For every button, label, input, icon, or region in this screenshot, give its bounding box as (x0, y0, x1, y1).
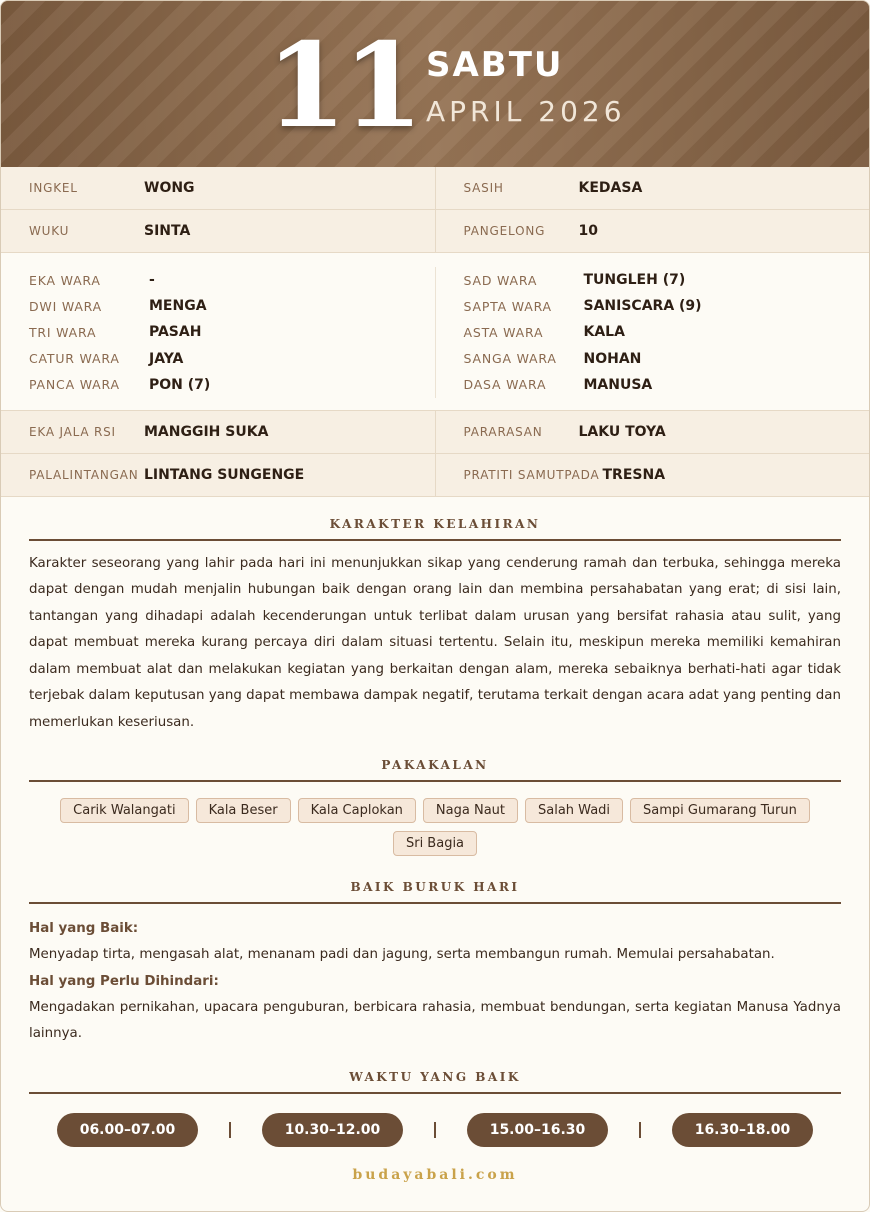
wara-label: SAPTA WARA (463, 298, 552, 314)
time-slot: 16.30–18.00 (672, 1113, 813, 1147)
pratiti-label: PRATITI SAMUTPADA (463, 467, 600, 482)
pakakalan-chip: Kala Beser (196, 798, 291, 823)
wara-row (29, 293, 435, 319)
wara-label: ASTA WARA (463, 324, 544, 340)
wara-row (464, 346, 870, 372)
palalintangan-value: LINTANG SUNGENGE (144, 466, 305, 483)
wara-label: SANGA WARA (463, 351, 557, 367)
good-text: Menyadap tirta, mengasah alat, menanam padi dan jagung, serta membangun rumah. Memulai persahabatan. (29, 947, 775, 963)
wara-value: MENGA (149, 298, 207, 315)
waktu-title: WAKTU YANG BAIK (29, 1070, 841, 1094)
eka-jala-rsi-cell (1, 411, 435, 453)
pakakalan-chip: Carik Walangati (60, 798, 188, 823)
wara-row (29, 319, 435, 345)
wara-value: PASAH (149, 324, 202, 341)
wara-row (29, 372, 435, 398)
wara-label: DASA WARA (463, 377, 547, 393)
wuku-value: SINTA (144, 223, 191, 239)
palalintangan-label: PALALINTANGAN (29, 467, 139, 482)
wara-row (464, 267, 870, 293)
ingkel-value: WONG (144, 180, 195, 196)
wara-label: PANCA WARA (29, 377, 120, 393)
wara-label: SAD WARA (463, 272, 538, 288)
eka-jala-rsi-label: EKA JALA RSI (29, 424, 116, 439)
pangelong-cell (435, 210, 870, 252)
pangelong-label: PANGELONG (463, 224, 546, 238)
pakakalan-chip: Sri Bagia (393, 831, 477, 856)
info-row-palalintangan-pratiti (1, 454, 869, 497)
pararasan-label: PARARASAN (463, 424, 543, 439)
time-slots (57, 1113, 813, 1147)
sasih-label: SASIH (463, 181, 504, 195)
wara-row (29, 346, 435, 372)
wara-row (464, 319, 870, 345)
wara-row (464, 293, 870, 319)
pangelong-value: 10 (578, 223, 598, 239)
wara-row (29, 267, 435, 293)
time-slot: 15.00–16.30 (467, 1113, 608, 1147)
wara-value: - (149, 272, 155, 289)
wara-label: EKA WARA (29, 272, 101, 288)
wara-value: MANUSA (583, 376, 653, 393)
bad-label: Hal yang Perlu Dihindari: (29, 973, 219, 989)
pakakalan-chip: Naga Naut (423, 798, 518, 823)
time-slot: 10.30–12.00 (262, 1113, 403, 1147)
pratiti-cell (435, 454, 870, 496)
separator (229, 1122, 231, 1138)
pararasan-cell (435, 411, 870, 453)
wuku-cell (1, 210, 435, 252)
sasih-value: KEDASA (578, 180, 643, 196)
wara-value: PON (7) (149, 376, 211, 393)
ingkel-label: INGKEL (29, 181, 78, 195)
wara-label: TRI WARA (29, 324, 97, 340)
wara-value: TUNGLEH (7) (583, 272, 686, 289)
pakakalan-chip: Sampi Gumarang Turun (630, 798, 810, 823)
bad-text: Mengadakan pernikahan, upacara penguburan, berbicara rahasia, membuat bendungan, serta kegiatan Manusa Yadnya lainnya. (29, 999, 841, 1042)
karakter-title: KARAKTER KELAHIRAN (29, 517, 841, 541)
wara-right-column (435, 267, 870, 398)
separator (434, 1122, 436, 1138)
wara-value: SANISCARA (9) (583, 298, 702, 315)
footer-site: budayabali.com (352, 1166, 518, 1183)
wuku-label: WUKU (29, 224, 70, 238)
wara-left-column (1, 267, 435, 398)
karakter-text: Karakter seseorang yang lahir pada hari ini menunjukkan sikap yang cenderung ramah dan terbuka, sehingga mereka dapat dengan mudah menjalin hubungan baik dengan orang lain dan membina persahabatan yang erat; di sisi lain, tantangan yang dihadapi adalah kecenderungan untuk terlibat dalam urusan yang bersifat rahasia atau sulit, yang dapat membuat mereka kurang percaya diri dalam situasi tertentu. Selain itu, meskipun mereka memiliki kemahiran dalam membuat alat dan melakukan kegiatan yang berkaitan dengan alam, mereka sebaiknya berhati-hati agar tidak terjebak dalam keputusan yang dapat membawa dampak negatif, terutama terkait dengan acara adat yang penting dan memerlukan keseriusan. (29, 555, 841, 730)
wara-value: NOHAN (583, 350, 642, 367)
wara-value: KALA (583, 324, 625, 341)
baik-buruk-title: BAIK BURUK HARI (29, 880, 841, 904)
date-header (1, 1, 869, 167)
pakakalan-chip: Kala Caplokan (298, 798, 416, 823)
info-row-ingkel-sasih (1, 167, 869, 210)
good-label: Hal yang Baik: (29, 921, 139, 937)
month-year: APRIL 2026 (426, 95, 626, 128)
pakakalan-title: PAKAKALAN (29, 758, 841, 782)
wara-row (464, 372, 870, 398)
palalintangan-cell (1, 454, 435, 496)
wara-label: CATUR WARA (29, 351, 120, 367)
wara-value: JAYA (149, 350, 184, 367)
info-row-wuku-pangelong (1, 210, 869, 253)
pakakalan-chip: Salah Wadi (525, 798, 623, 823)
sasih-cell (435, 167, 870, 209)
pararasan-value: LAKU TOYA (578, 423, 666, 440)
eka-jala-rsi-value: MANGGIH SUKA (144, 423, 269, 440)
info-row-ekajala-pararasan (1, 411, 869, 454)
ingkel-cell (1, 167, 435, 209)
day-name: SABTU (426, 45, 564, 85)
day-number: 11 (266, 18, 420, 154)
separator (639, 1122, 641, 1138)
pakakalan-list (41, 798, 829, 856)
time-slot: 06.00–07.00 (57, 1113, 198, 1147)
pratiti-value: TRESNA (602, 466, 666, 483)
wara-label: DWI WARA (29, 298, 103, 314)
wara-block (1, 253, 869, 411)
